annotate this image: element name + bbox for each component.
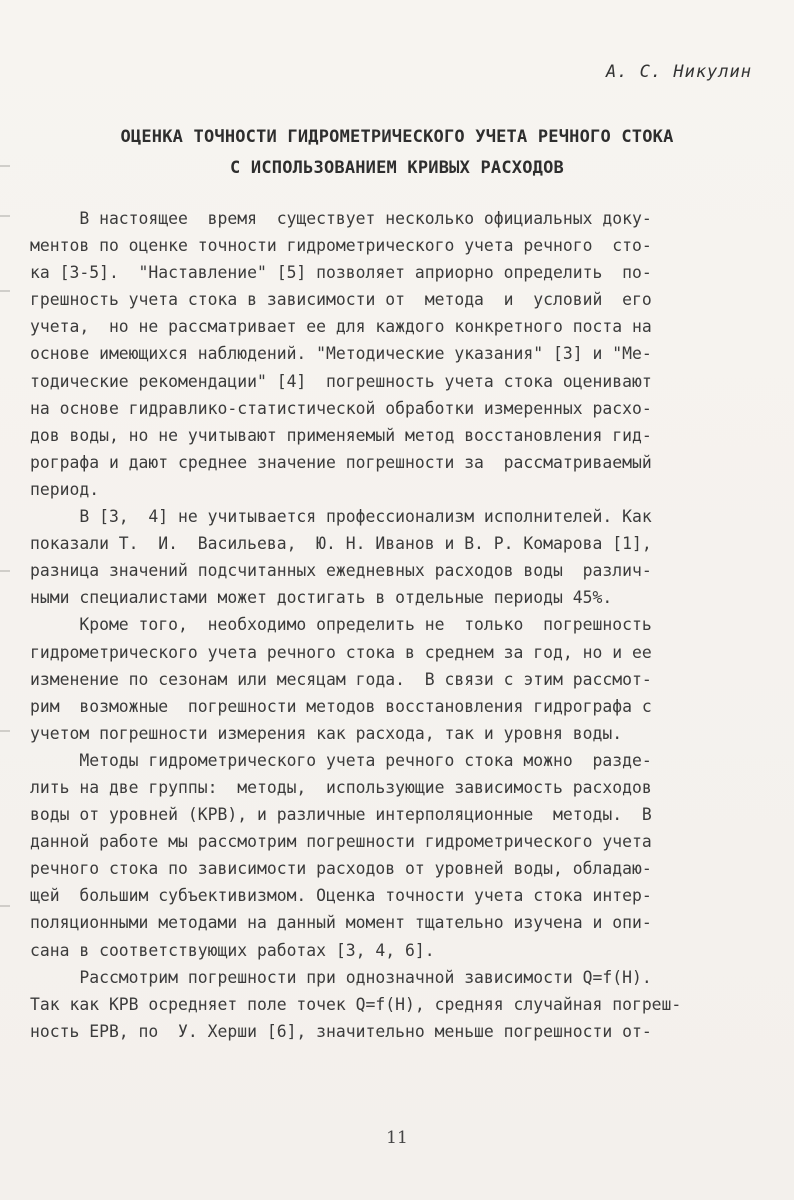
text-line: период. [30, 479, 100, 499]
margin-mark [0, 730, 10, 732]
text-line: речного стока по зависимости расходов от уровней воды, обладаю- [30, 859, 652, 879]
page-number: 11 [386, 1128, 408, 1148]
text-line: рографа и дают среднее значение погрешности за рассматриваемый [30, 452, 652, 472]
text-line: дов воды, но не учитывают применяемый метод восстановления гид- [30, 425, 652, 445]
text-line: разница значений подсчитанных ежедневных расходов воды различ- [30, 561, 652, 581]
text-line: данной работе мы рассмотрим погрешности гидрометрического учета [30, 832, 652, 852]
text-line: В настоящее время существует несколько официальных доку- [30, 209, 652, 228]
text-line: ментов по оценке точности гидрометрического учета речного сто- [30, 236, 652, 256]
margin-mark [0, 290, 10, 292]
margin-mark [0, 905, 10, 907]
text-line: ка [3-5]. "Наставление" [5] позволяет априорно определить по- [30, 263, 652, 283]
text-line: тодические рекомендации" [4] погрешность учета стока оценивают [30, 371, 652, 391]
text-line: щей большим субъективизмом. Оценка точности учета стока интер- [30, 886, 652, 906]
text-line: на основе гидравлико-статистической обработки измеренных расхо- [30, 398, 652, 418]
margin-mark [0, 570, 10, 572]
text-line: лить на две группы: методы, использующие зависимость расходов [30, 777, 652, 797]
text-line: учета, но не рассматривает ее для каждого конкретного поста на [30, 317, 652, 337]
text-line: ность ЕРВ, по У. Херши [6], значительно меньше погрешности от- [30, 1021, 652, 1041]
text-line: Так как КРВ осредняет поле точек Q=f(H), средняя случайная погреш- [30, 994, 682, 1014]
text-line: грешность учета стока в зависимости от метода и условий его [30, 290, 652, 310]
article-title [0, 122, 794, 184]
text-line: поляционными методами на данный момент тщательно изучена и опи- [30, 913, 652, 933]
title-line: С ИСПОЛЬЗОВАНИЕМ КРИВЫХ РАСХОДОВ [230, 158, 564, 178]
margin-mark [0, 215, 10, 217]
text-line: основе имеющихся наблюдений. "Методические указания" [3] и "Ме- [30, 344, 652, 364]
title-line: ОЦЕНКА ТОЧНОСТИ ГИДРОМЕТРИЧЕСКОГО УЧЕТА РЕЧНОГО СТОКА [120, 127, 674, 147]
text-line: гидрометрического учета речного стока в среднем за год, но и ее [30, 642, 652, 662]
text-line: учетом погрешности измерения как расхода, так и уровня воды. [30, 723, 623, 743]
text-line: Рассмотрим погрешности при однозначной зависимости Q=f(H). [30, 967, 652, 987]
text-line: сана в соответствующих работах [3, 4, 6]. [30, 940, 435, 960]
text-line: рим возможные погрешности методов восстановления гидрографа с [30, 696, 652, 716]
text-line: ными специалистами может достигать в отдельные периоды 45%. [30, 588, 613, 608]
text-line: воды от уровней (КРВ), и различные интерполяционные методы. В [30, 805, 652, 825]
article-body [30, 205, 760, 1045]
author-name: А. С. Никулин [605, 62, 752, 82]
text-line: Методы гидрометрического учета речного стока можно разде- [30, 750, 652, 770]
text-line: В [3, 4] не учитывается профессионализм исполнителей. Как [30, 507, 652, 527]
text-line: показали Т. И. Васильева, Ю. Н. Иванов и В. Р. Комарова [1], [30, 534, 652, 554]
text-line: изменение по сезонам или месяцам года. В связи с этим рассмот- [30, 669, 652, 689]
text-line: Кроме того, необходимо определить не только погрешность [30, 615, 652, 635]
